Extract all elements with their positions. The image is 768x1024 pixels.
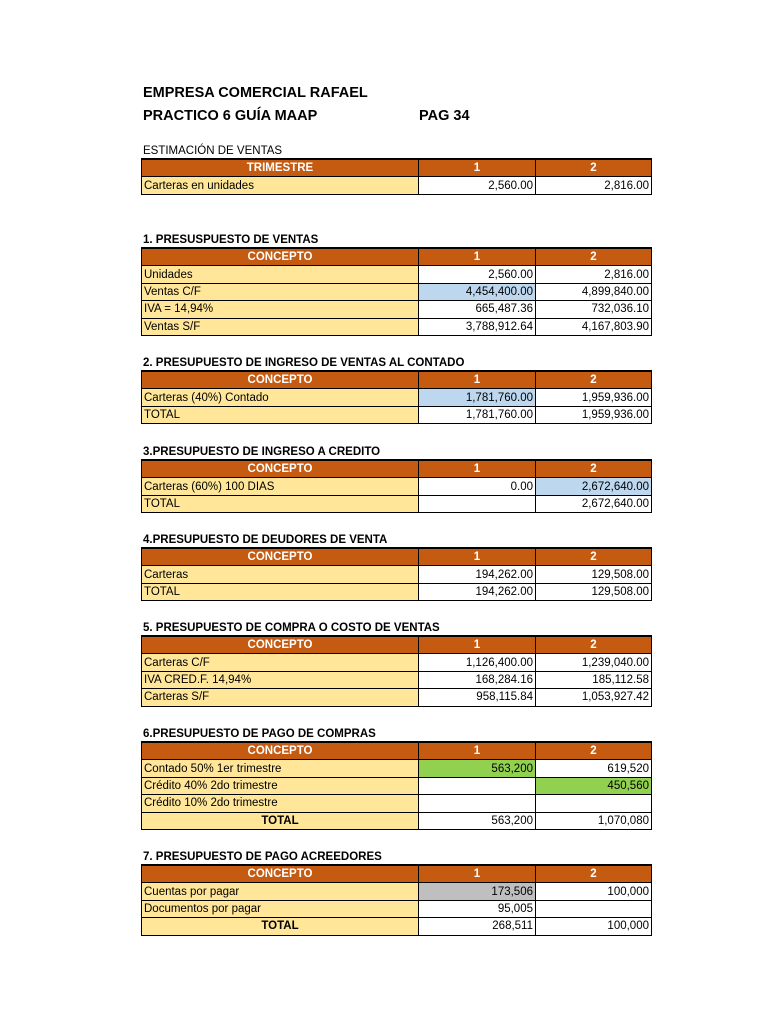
value-cell-period-2[interactable]: 1,239,040.00	[536, 654, 652, 671]
column-header-period-1[interactable]: 1	[419, 460, 536, 478]
value-cell-period-2[interactable]: 2,816.00	[536, 266, 652, 283]
row-label-cell[interactable]: Documentos por pagar	[142, 900, 419, 917]
value-cell-period-1[interactable]	[419, 495, 536, 512]
section-title: 4.PRESUPUESTO DE DEUDORES DE VENTA	[143, 534, 388, 546]
value-cell-period-2[interactable]: 2,672,640.00	[536, 478, 652, 495]
header-row	[142, 159, 652, 177]
value-cell-period-1[interactable]: 1,126,400.00	[419, 654, 536, 671]
table-row	[142, 689, 652, 706]
header-row	[142, 548, 652, 566]
row-label-cell[interactable]: TOTAL	[142, 495, 419, 512]
header-row	[142, 865, 652, 883]
table-row	[142, 283, 652, 300]
budget-table	[141, 459, 652, 513]
row-label-cell[interactable]: Crédito 10% 2do trimestre	[142, 795, 419, 812]
table-row	[142, 812, 652, 829]
column-header-concept[interactable]: CONCEPTO	[142, 371, 419, 389]
value-cell-period-1[interactable]: 0.00	[419, 478, 536, 495]
row-label-cell[interactable]: TOTAL	[142, 406, 419, 423]
row-label-cell[interactable]: TOTAL	[142, 812, 419, 829]
header-row	[142, 742, 652, 760]
header-row	[142, 636, 652, 654]
column-header-period-1[interactable]: 1	[419, 742, 536, 760]
row-label-cell[interactable]: TOTAL	[142, 583, 419, 600]
column-header-concept[interactable]: CONCEPTO	[142, 742, 419, 760]
table-row	[142, 918, 652, 935]
value-cell-period-2[interactable]: 1,070,080	[536, 812, 652, 829]
column-header-period-2[interactable]: 2	[536, 371, 652, 389]
budget-table	[141, 370, 652, 424]
value-cell-period-1[interactable]: 2,560.00	[419, 266, 536, 283]
column-header-period-2[interactable]: 2	[536, 636, 652, 654]
row-label-cell[interactable]: Unidades	[142, 266, 419, 283]
row-label-cell[interactable]: Ventas C/F	[142, 283, 419, 300]
value-cell-period-1[interactable]: 4,454,400.00	[419, 283, 536, 300]
section-deudores	[141, 533, 651, 601]
budget-table	[141, 635, 652, 707]
value-cell-period-1[interactable]: 194,262.00	[419, 583, 536, 600]
table-row	[142, 478, 652, 495]
budget-table	[141, 158, 652, 195]
section-contado	[141, 356, 651, 424]
column-header-period-1[interactable]: 1	[419, 371, 536, 389]
section-title: 1. PRESUSPUESTO DE VENTAS	[143, 234, 319, 246]
page-reference: PAG 34	[419, 108, 470, 124]
budget-table	[141, 864, 652, 936]
section-title: 7. PRESUPUESTO DE PAGO ACREEDORES	[143, 851, 382, 863]
table-row	[142, 795, 652, 812]
column-header-period-1[interactable]: 1	[419, 636, 536, 654]
section-pago-compras	[141, 727, 651, 830]
row-label-cell[interactable]: Carteras (40%) Contado	[142, 389, 419, 406]
value-cell-period-1[interactable]: 2,560.00	[419, 177, 536, 194]
value-cell-period-2[interactable]	[536, 795, 652, 812]
value-cell-period-1[interactable]	[419, 795, 536, 812]
column-header-period-1[interactable]: 1	[419, 248, 536, 266]
value-cell-period-2[interactable]: 2,816.00	[536, 177, 652, 194]
section-acreedores	[141, 850, 651, 936]
section-compra	[141, 621, 651, 707]
header-row	[142, 460, 652, 478]
row-label-cell[interactable]: IVA CRED.F. 14,94%	[142, 671, 419, 688]
value-cell-period-1[interactable]: 194,262.00	[419, 566, 536, 583]
value-cell-period-2[interactable]: 100,000	[536, 918, 652, 935]
row-label-cell[interactable]: Crédito 40% 2do trimestre	[142, 777, 419, 794]
value-cell-period-1[interactable]: 95,005	[419, 900, 536, 917]
row-label-cell[interactable]: Carteras C/F	[142, 654, 419, 671]
table-row	[142, 777, 652, 794]
header-row	[142, 371, 652, 389]
value-cell-period-1[interactable]: 665,487.36	[419, 301, 536, 318]
section-title: 6.PRESUPUESTO DE PAGO DE COMPRAS	[143, 728, 376, 740]
table-row	[142, 566, 652, 583]
header-row	[142, 248, 652, 266]
budget-table	[141, 547, 652, 601]
budget-table	[141, 247, 652, 336]
column-header-concept[interactable]: CONCEPTO	[142, 248, 419, 266]
table-row	[142, 318, 652, 335]
column-header-period-1[interactable]: 1	[419, 159, 536, 177]
table-row	[142, 583, 652, 600]
value-cell-period-2[interactable]: 100,000	[536, 883, 652, 900]
value-cell-period-1[interactable]: 1,781,760.00	[419, 389, 536, 406]
row-label-cell[interactable]: TOTAL	[142, 918, 419, 935]
value-cell-period-2[interactable]: 1,959,936.00	[536, 406, 652, 423]
practice-title: PRACTICO 6 GUÍA MAAP	[143, 108, 318, 124]
value-cell-period-2[interactable]: 129,508.00	[536, 566, 652, 583]
value-cell-period-1[interactable]: 173,506	[419, 883, 536, 900]
table-row	[142, 266, 652, 283]
column-header-period-2[interactable]: 2	[536, 159, 652, 177]
table-row	[142, 389, 652, 406]
value-cell-period-1[interactable]: 563,200	[419, 760, 536, 777]
section-title: ESTIMACIÓN DE VENTAS	[143, 145, 283, 157]
column-header-period-1[interactable]: 1	[419, 865, 536, 883]
column-header-concept[interactable]: TRIMESTRE	[142, 159, 419, 177]
value-cell-period-2[interactable]: 4,899,840.00	[536, 283, 652, 300]
company-title: EMPRESA COMERCIAL RAFAEL	[143, 85, 368, 101]
value-cell-period-1[interactable]	[419, 777, 536, 794]
row-label-cell[interactable]: Contado 50% 1er trimestre	[142, 760, 419, 777]
value-cell-period-2[interactable]	[536, 900, 652, 917]
row-label-cell[interactable]: Cuentas por pagar	[142, 883, 419, 900]
value-cell-period-1[interactable]: 168,284.16	[419, 671, 536, 688]
budget-table	[141, 741, 652, 830]
table-row	[142, 654, 652, 671]
value-cell-period-2[interactable]: 619,520	[536, 760, 652, 777]
row-label-cell[interactable]: Carteras S/F	[142, 689, 419, 706]
section-ventas	[141, 233, 651, 336]
section-credito	[141, 445, 651, 513]
value-cell-period-1[interactable]: 3,788,912.64	[419, 318, 536, 335]
column-header-concept[interactable]: CONCEPTO	[142, 548, 419, 566]
row-label-cell[interactable]: IVA = 14,94%	[142, 301, 419, 318]
value-cell-period-2[interactable]: 129,508.00	[536, 583, 652, 600]
section-title: 5. PRESUPUESTO DE COMPRA O COSTO DE VENTAS	[143, 622, 440, 634]
table-row	[142, 406, 652, 423]
value-cell-period-1[interactable]: 268,511	[419, 918, 536, 935]
row-label-cell[interactable]: Carteras en unidades	[142, 177, 419, 194]
row-label-cell[interactable]: Carteras	[142, 566, 419, 583]
value-cell-period-2[interactable]: 4,167,803.90	[536, 318, 652, 335]
section-estimacion	[141, 144, 651, 195]
section-title: 2. PRESUPUESTO DE INGRESO DE VENTAS AL CONTADO	[143, 357, 465, 369]
column-header-period-2[interactable]: 2	[536, 460, 652, 478]
column-header-period-1[interactable]: 1	[419, 548, 536, 566]
column-header-concept[interactable]: CONCEPTO	[142, 636, 419, 654]
column-header-concept[interactable]: CONCEPTO	[142, 865, 419, 883]
table-row	[142, 883, 652, 900]
value-cell-period-1[interactable]: 563,200	[419, 812, 536, 829]
value-cell-period-1[interactable]: 1,781,760.00	[419, 406, 536, 423]
section-title: 3.PRESUPUESTO DE INGRESO A CREDITO	[143, 446, 381, 458]
value-cell-period-2[interactable]: 1,959,936.00	[536, 389, 652, 406]
row-label-cell[interactable]: Ventas S/F	[142, 318, 419, 335]
value-cell-period-2[interactable]: 732,036.10	[536, 301, 652, 318]
column-header-period-2[interactable]: 2	[536, 865, 652, 883]
table-row	[142, 900, 652, 917]
value-cell-period-1[interactable]: 958,115.84	[419, 689, 536, 706]
value-cell-period-2[interactable]: 450,560	[536, 777, 652, 794]
value-cell-period-2[interactable]: 185,112.58	[536, 671, 652, 688]
table-row	[142, 495, 652, 512]
value-cell-period-2[interactable]: 1,053,927.42	[536, 689, 652, 706]
column-header-period-2[interactable]: 2	[536, 548, 652, 566]
value-cell-period-2[interactable]: 2,672,640.00	[536, 495, 652, 512]
table-row	[142, 177, 652, 194]
column-header-period-2[interactable]: 2	[536, 742, 652, 760]
table-row	[142, 301, 652, 318]
table-row	[142, 760, 652, 777]
table-row	[142, 671, 652, 688]
column-header-concept[interactable]: CONCEPTO	[142, 460, 419, 478]
column-header-period-2[interactable]: 2	[536, 248, 652, 266]
row-label-cell[interactable]: Carteras (60%) 100 DIAS	[142, 478, 419, 495]
